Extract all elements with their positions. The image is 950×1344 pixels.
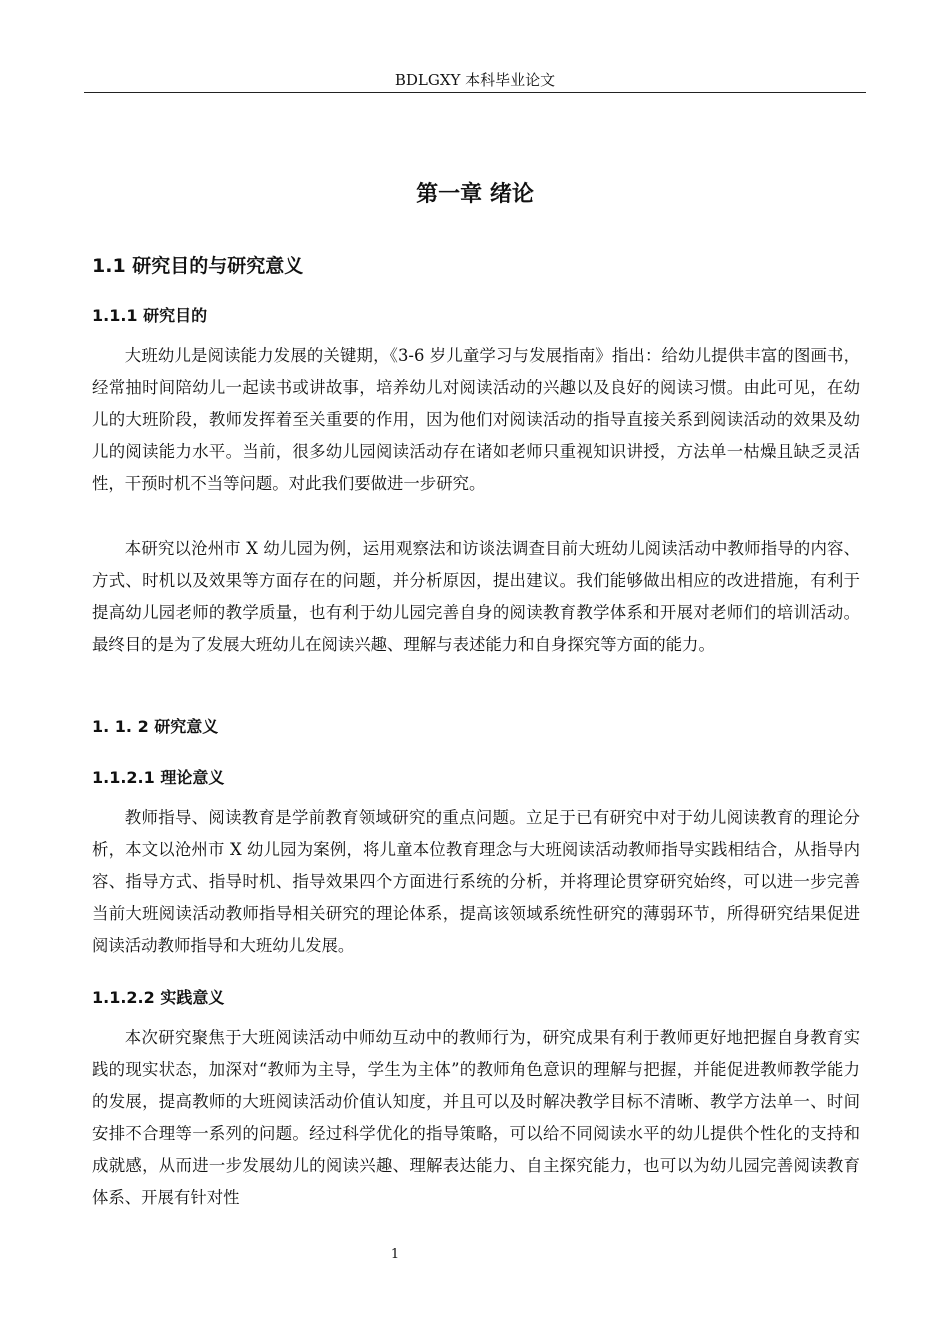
section-heading-1-1-2-2: 1.1.2.2 实践意义 bbox=[92, 988, 225, 1007]
page-number: 1 bbox=[390, 1247, 400, 1262]
section-heading-1-1: 1.1 研究目的与研究意义 bbox=[92, 255, 304, 277]
paragraph-research-purpose-1: 大班幼儿是阅读能力发展的关键期，《3-6 岁儿童学习与发展指南》指出：给幼儿提供丰富的图画书，经常抽时间陪幼儿一起读书或讲故事，培养幼儿对阅读活动的兴趣以及良好的阅读习惯。由此可见，在幼儿的大班阶段，教师发挥着至关重要的作用，因为他们对阅读活动的指导直接关系到阅读活动的效果及幼儿的阅读能力水平。当前，很多幼儿园阅读活动存在诸如老师只重视知识讲授，方法单一枯燥且缺乏灵活性，干预时机不当等问题。对此我们要做进一步研究。 bbox=[92, 346, 860, 493]
paragraph-theoretical-significance: 教师指导、阅读教育是学前教育领域研究的重点问题。立足于已有研究中对于幼儿阅读教育的理论分析，本文以沧州市 X 幼儿园为案例，将儿童本位教育理念与大班阅读活动教师指导实践相结合，从指导内容、指导方式、指导时机、指导效果四个方面进行系统的分析，并将理论贯穿研究始终，可以进一步完善当前大班阅读活动教师指导相关研究的理论体系，提高该领域系统性研究的薄弱环节，所得研究结果促进阅读活动教师指导和大班幼儿发展。 bbox=[92, 808, 860, 955]
section-heading-1-1-2: 1. 1. 2 研究意义 bbox=[92, 717, 219, 736]
section-heading-1-1-2-1: 1.1.2.1 理论意义 bbox=[92, 768, 225, 787]
chapter-title: 第一章 绪论 bbox=[416, 182, 534, 207]
paragraph-research-purpose-2: 本研究以沧州市 X 幼儿园为例，运用观察法和访谈法调查目前大班幼儿阅读活动中教师指导的内容、方式、时机以及效果等方面存在的问题，并分析原因，提出建议。我们能够做出相应的改进措施，有利于提高幼儿园老师的教学质量，也有利于幼儿园完善自身的阅读教育教学体系和开展对老师们的培训活动。最终目的是为了发展大班幼儿在阅读兴趣、理解与表述能力和自身探究等方面的能力。 bbox=[92, 539, 860, 654]
running-header: BDLGXY 本科毕业论文 bbox=[394, 71, 556, 89]
header-rule bbox=[84, 92, 866, 93]
section-heading-1-1-1: 1.1.1 研究目的 bbox=[92, 306, 208, 325]
paragraph-practical-significance: 本次研究聚焦于大班阅读活动中师幼互动中的教师行为，研究成果有利于教师更好地把握自身教育实践的现实状态，加深对“教师为主导，学生为主体”的教师角色意识的理解与把握，并能促进教师教学能力的发展，提高教师的大班阅读活动价值认知度，并且可以及时解决教学目标不清晰、教学方法单一、时间安排不合理等一系列的问题。经过科学优化的指导策略，可以给不同阅读水平的幼儿提供个性化的支持和成就感，从而进一步发展幼儿的阅读兴趣、理解表达能力、自主探究能力，也可以为幼儿园完善阅读教育体系、开展有针对性 bbox=[92, 1028, 860, 1207]
